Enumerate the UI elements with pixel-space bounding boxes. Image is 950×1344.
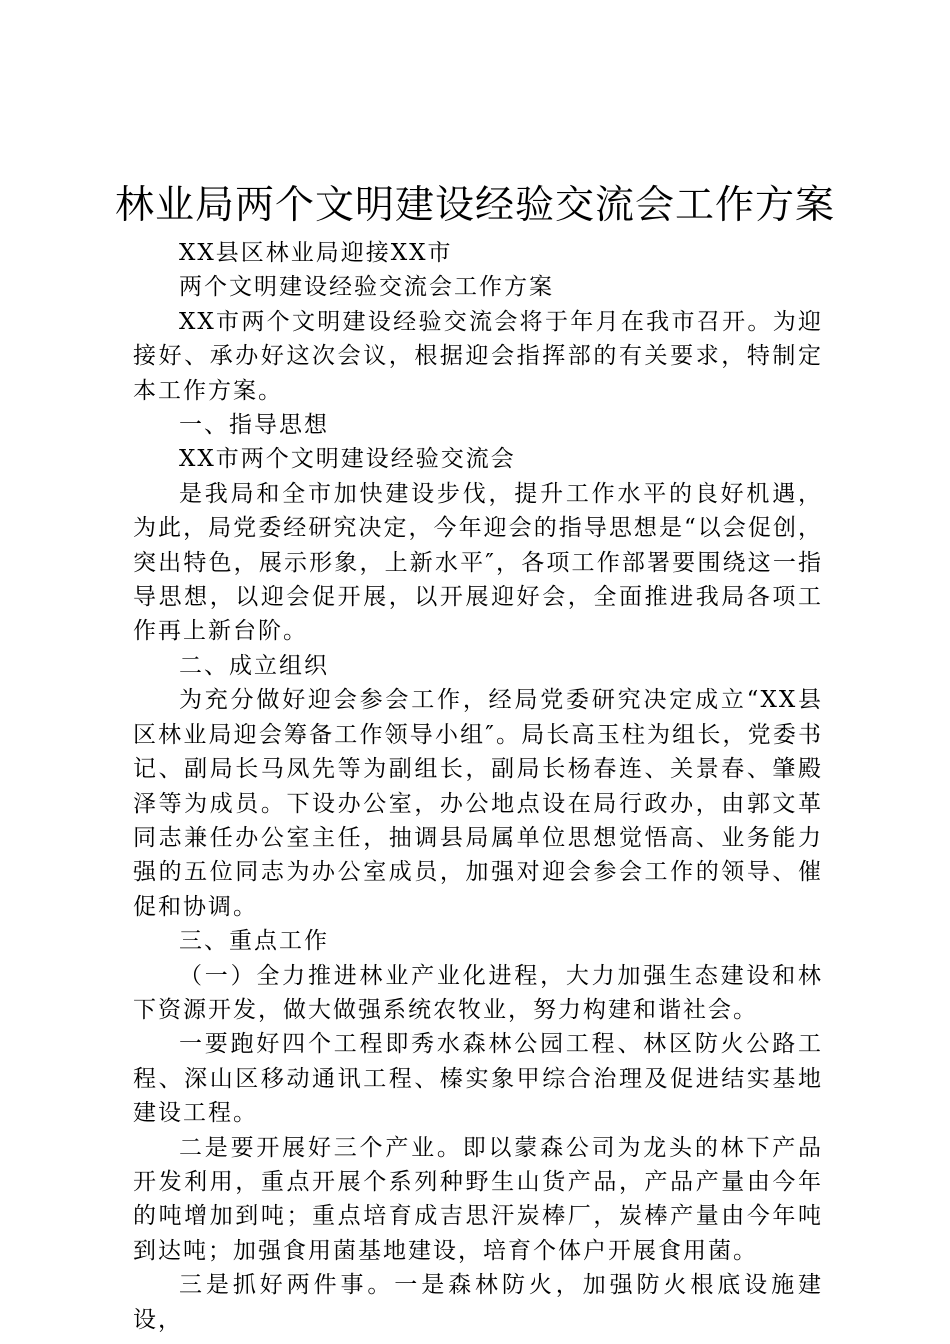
paragraph: 一要跑好四个工程即秀水森林公园工程、林区防火公路工程、深山区移动通讯工程、榛实象甲综合治理及促进结实基地建设工程。 — [133, 1031, 823, 1127]
paragraph: 三是抓好两件事。一是森林防火，加强防火根底设施建设， — [133, 1272, 823, 1333]
document-title: 林业局两个文明建设经验交流会工作方案 — [114, 183, 835, 228]
intro-paragraph: XX市两个文明建设经验交流会将于年月在我市召开。为迎接好、承办好这次会议，根据迎会指挥部的有关要求，特制定本工作方案。 — [133, 308, 823, 404]
paragraph: XX市两个文明建设经验交流会 — [179, 446, 516, 473]
subtitle-line-1: XX县区林业局迎接XX市 — [179, 240, 453, 266]
section-heading-guiding-ideology: 一、指导思想 — [179, 412, 329, 439]
document-body — [133, 236, 823, 1337]
section-heading-key-work: 三、重点工作 — [179, 928, 329, 955]
paragraph: 为充分做好迎会参会工作，经局党委研究决定成立“XX县区林业局迎会筹备工作领导小组″。局长高玉柱为组长，党委书记、副局长马凤先等为副组长，副局长杨春连、关景春、肇殿泽等为成员。下设办公室，办公地点设在局行政办，由郭文革同志兼任办公室主任，抽调县局属单位思想觉悟高、业务能力强的五位同志为办公室成员，加强对迎会参会工作的领导、催促和协调。 — [133, 687, 823, 920]
paragraph: （一）全力推进林业产业化进程，大力加强生态建设和林下资源开发，做大做强系统农牧业，努力构建和谐社会。 — [133, 962, 823, 1023]
subtitle-line-2: 两个文明建设经验交流会工作方案 — [179, 274, 554, 301]
paragraph: 二是要开展好三个产业。即以蒙森公司为龙头的林下产品开发利用，重点开展个系列种野生山货产品，产品产量由今年的吨增加到吨；重点培育成吉思汗炭棒厂，炭棒产量由今年吨到达吨；加强食用菌基地建设，培育个体户开展食用菌。 — [133, 1134, 823, 1264]
paragraph: 是我局和全市加快建设步伐，提升工作水平的良好机遇，为此，局党委经研究决定，今年迎会的指导思想是“以会促创，突出特色，展示形象，上新水平″，各项工作部署要围绕这一指导思想，以迎会促开展，以开展迎好会，全面推进我局各项工作再上新台阶。 — [133, 480, 823, 645]
section-heading-organization: 二、成立组织 — [179, 652, 329, 679]
